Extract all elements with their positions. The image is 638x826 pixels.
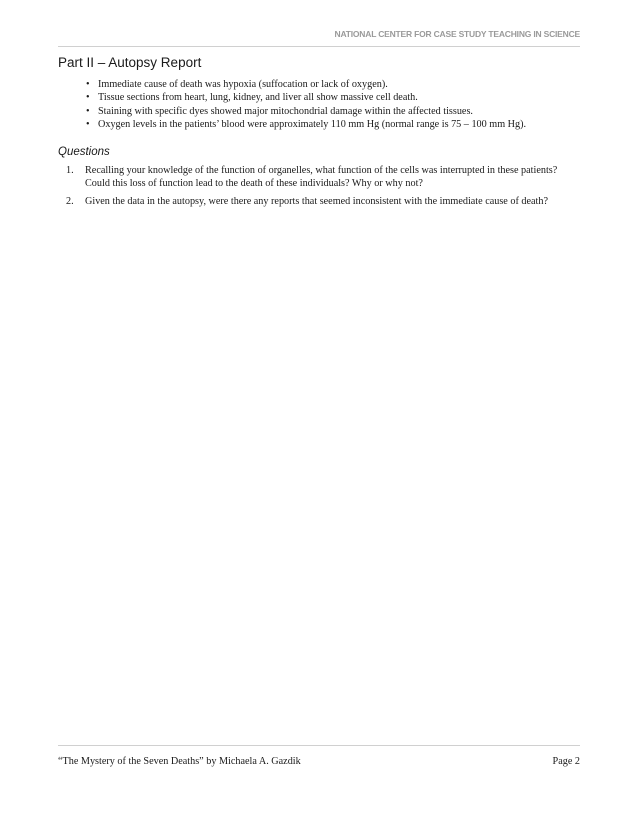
footer-divider xyxy=(58,745,580,746)
question-item xyxy=(66,164,566,191)
question-number: 2. xyxy=(66,195,74,207)
bullet-icon: • xyxy=(86,105,90,117)
question-text: Given the data in the autopsy, were there any reports that seemed inconsistent with the immediate cause of death? xyxy=(85,195,548,207)
footer-citation: “The Mystery of the Seven Deaths” by Michaela A. Gazdik xyxy=(58,756,301,767)
question-number: 1. xyxy=(66,165,74,176)
bullet-icon: • xyxy=(86,119,90,131)
bullet-icon: • xyxy=(86,79,90,90)
list-item xyxy=(86,105,586,118)
question-text: Recalling your knowledge of the function of organelles, what function of the cells was interrupted in these patients? Could this loss of function lead to the death of these individuals? Why or why not? xyxy=(85,165,558,190)
questions-heading: Questions xyxy=(58,146,110,158)
page-number: Page 2 xyxy=(552,756,580,767)
list-item xyxy=(86,78,586,91)
bullet-text: Tissue sections from heart, lung, kidney, and liver all show massive cell death. xyxy=(98,92,418,104)
bullet-icon: • xyxy=(86,92,90,104)
header-divider xyxy=(58,46,580,47)
list-item xyxy=(86,91,586,104)
header-organization: NATIONAL CENTER FOR CASE STUDY TEACHING IN SCIENCE xyxy=(334,29,580,39)
autopsy-findings-list xyxy=(86,78,586,132)
section-title: Part II – Autopsy Report xyxy=(58,55,202,70)
bullet-text: Oxygen levels in the patients’ blood were approximately 110 mm Hg (normal range is 75 – 100 mm Hg). xyxy=(98,119,527,131)
list-item xyxy=(86,118,586,131)
questions-list xyxy=(66,164,566,212)
bullet-text: Staining with specific dyes showed major mitochondrial damage within the affected tissues. xyxy=(98,105,473,117)
question-item xyxy=(66,195,566,208)
bullet-text: Immediate cause of death was hypoxia (suffocation or lack of oxygen). xyxy=(98,79,388,90)
